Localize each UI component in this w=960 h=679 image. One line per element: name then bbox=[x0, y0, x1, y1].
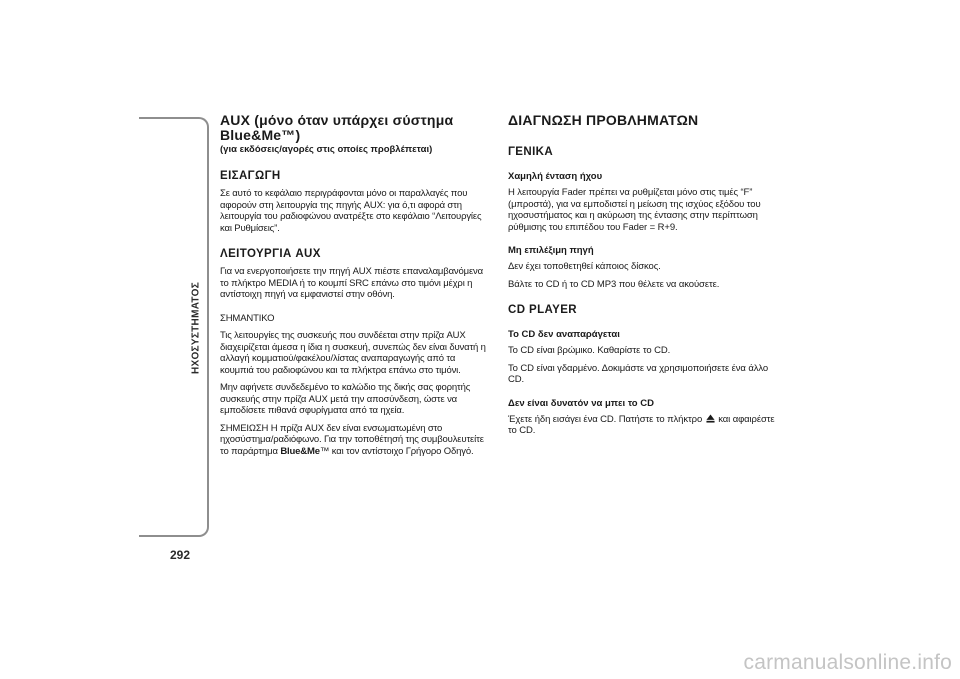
eject-icon bbox=[706, 414, 715, 423]
low-volume-text: Η λειτουργία Fader πρέπει να ρυθμίζεται μόνο στις τιμές “F” (μπροστά), για να εμποδιστεί η μείωση της ισχύος εξόδου του ηχοσυστήματος και η ακύρωση της έντασης στην περίπτωση ρύθμισης του επιπέδου του Fader = R+9. bbox=[508, 187, 761, 233]
unselectable-source-heading: Μη επιλέξιμη πηγή bbox=[508, 245, 594, 256]
cd-cannot-insert-heading: Δεν είναι δυνατόν να μπει το CD bbox=[508, 397, 654, 409]
important-text-2: Μην αφήνετε συνδεδεμένο το καλώδιο της δικής σας φορητής συσκευής στην πρίζα AUX μετά την αποσύνδεση, ώστε να εμποδίσετε πιθανά σφυρίγματα από τα ηχεία. bbox=[220, 382, 471, 416]
cd-cannot-insert-text bbox=[508, 414, 783, 437]
cd-cannot-insert-text-start: Έχετε ήδη εισάγει ένα CD. Πατήστε το πλήκτρο bbox=[508, 413, 705, 425]
watermark: carmanualsonline.info bbox=[743, 651, 952, 674]
important-text-1: Τις λειτουργίες της συσκευής που συνδέεται στην πρίζα AUX διαχειρίζεται άμεσα η ίδια η συσκευή, συνεπώς δεν είναι δυνατή η αλλαγή κομματιού/φακέλου/λίστας αναπαραγωγής από τα κουμπιά του ραδιοφώνου και τα πλήκτρα επάνω στο τιμόνι. bbox=[220, 330, 486, 376]
cd-not-playing-text-2: Το CD είναι γδαρμένο. Δοκιμάστε να χρησιμοποιήσετε ένα άλλο CD. bbox=[508, 362, 769, 385]
aux-title: AUX (μόνο όταν υπάρχει σύστημα Blue&Me™) bbox=[220, 112, 454, 143]
aux-subtitle: (για εκδόσεις/αγορές στις οποίες προβλέπεται) bbox=[220, 144, 433, 155]
troubleshooting-column bbox=[508, 113, 783, 443]
unselectable-source-text-1: Δεν έχει τοποθετηθεί κάποιος δίσκος. bbox=[508, 261, 661, 272]
cd-not-playing-text-1: Το CD είναι βρώμικο. Καθαρίστε το CD. bbox=[508, 345, 671, 356]
note-text-end: ™ και τον αντίστοιχο Γρήγορο Οδηγό. bbox=[319, 445, 474, 457]
cd-player-heading: CD PLAYER bbox=[508, 304, 577, 316]
section-title: ΗΧΟΣΥΣΤΗΜΑΤΟΣ bbox=[190, 281, 202, 375]
blue-me-name: Blue&Me bbox=[280, 445, 320, 457]
general-heading: ΓΕΝΙΚΑ bbox=[508, 146, 554, 158]
low-volume-heading: Χαμηλή ένταση ήχου bbox=[508, 171, 603, 182]
important-label: ΣΗΜΑΝΤΙΚΟ bbox=[220, 312, 275, 324]
unselectable-source-text-2: Βάλτε το CD ή το CD MP3 που θέλετε να ακούσετε. bbox=[508, 278, 720, 290]
cd-not-playing-heading: Το CD δεν αναπαράγεται bbox=[508, 329, 620, 340]
cd-cannot-insert-text-end: και αφαιρέστε το CD. bbox=[508, 413, 775, 436]
page-number: 292 bbox=[170, 548, 191, 562]
intro-text: Σε αυτό το κεφάλαιο περιγράφονται μόνο οι παραλλαγές που αφορούν στη λειτουργία της πηγής AUX: για ό,τι αφορά στη λειτουργία του ραδιοφώνου ανατρέξτε στο κεφάλαιο “Λειτουργίες και Ρυθμίσεις”. bbox=[220, 188, 482, 234]
note-text bbox=[220, 423, 490, 458]
intro-heading: ΕΙΣΑΓΩΓΗ bbox=[220, 170, 281, 182]
note-text-start: ΣΗΜΕΙΩΣΗ Η πρίζα AUX δεν είναι ενσωματωμένη στο ηχοσύστημα/ραδιόφωνο. Για την τοποθέτησή της συμβουλευτείτε το παράρτημα bbox=[220, 422, 484, 457]
aux-operation-heading: ΛΕΙΤΟΥΡΓΙΑ AUX bbox=[220, 248, 321, 260]
aux-column bbox=[220, 113, 490, 463]
troubleshooting-title: ΔΙΑΓΝΩΣΗ ΠΡΟΒΛΗΜΑΤΩΝ bbox=[508, 112, 699, 128]
aux-operation-text: Για να ενεργοποιήσετε την πηγή AUX πιέστε επαναλαμβανόμενα το πλήκτρο MEDIA ή το κουμπί SRC επάνω στο τιμόνι μέχρι η αντίστοιχη πηγή να εμφανιστεί στην οθόνη. bbox=[220, 266, 483, 300]
